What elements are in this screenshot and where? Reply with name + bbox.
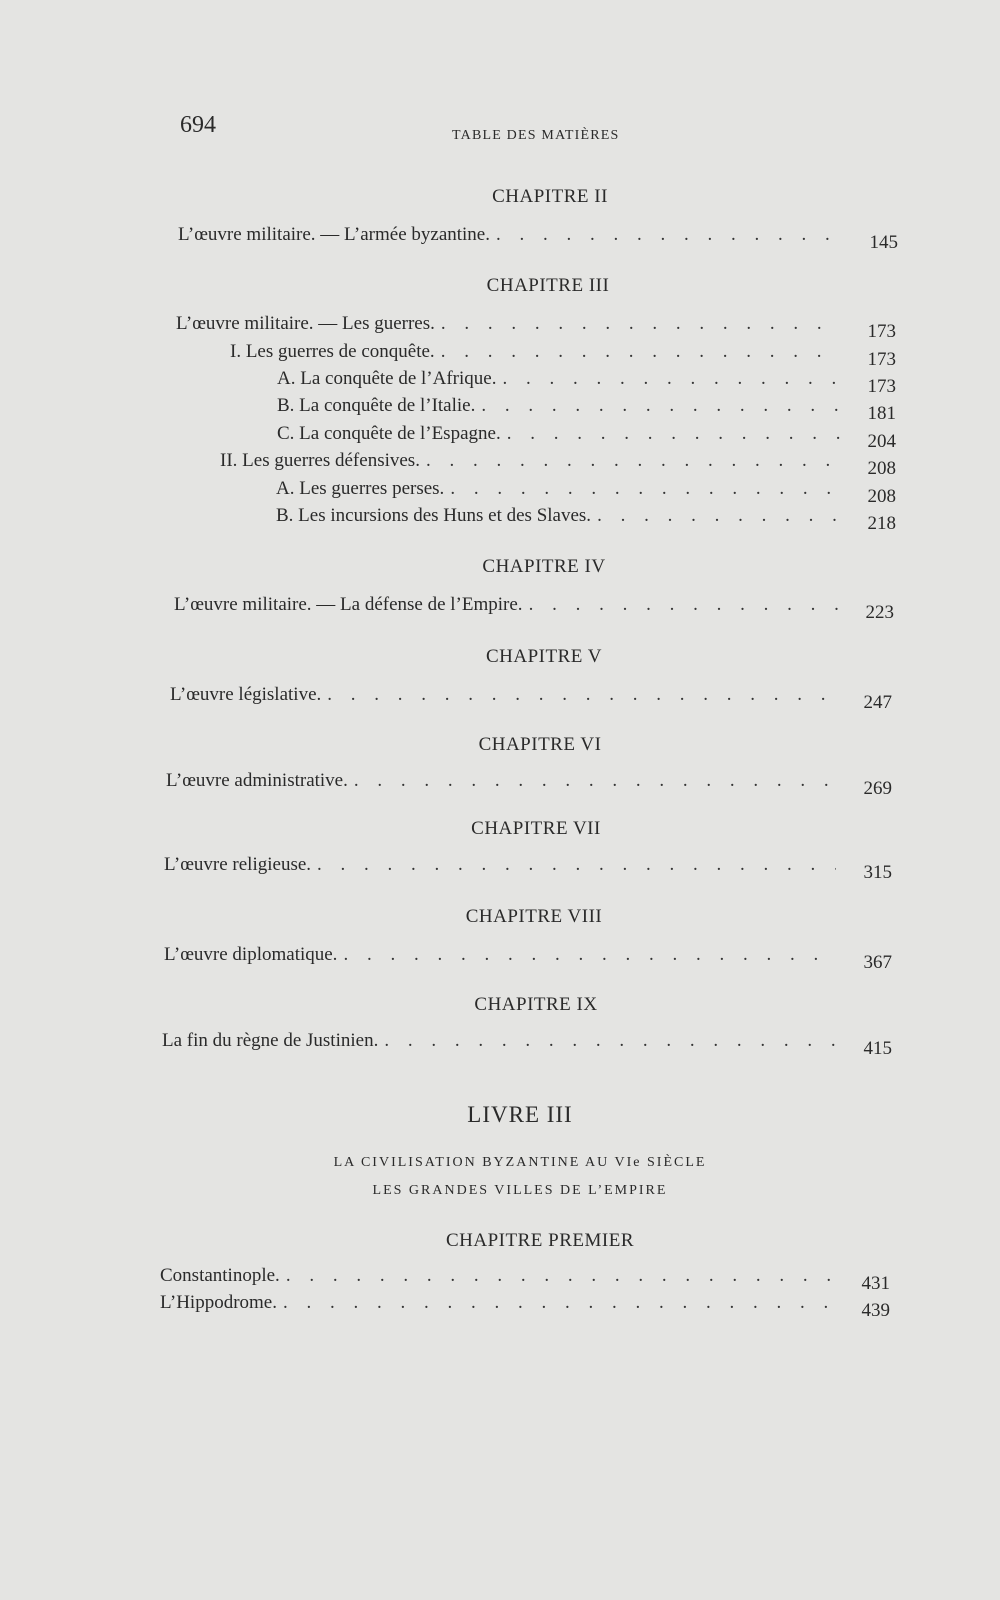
chapter-heading: CHAPITRE IX (474, 994, 598, 1015)
entry-label: L’œuvre militaire. — Les guerres. (176, 313, 435, 334)
entry-page: 439 (861, 1300, 890, 1321)
toc-entry[interactable] (178, 224, 898, 253)
entry-page: 208 (867, 458, 896, 479)
toc-entry[interactable] (230, 341, 896, 370)
entry-page: 415 (863, 1038, 892, 1059)
entry-page: 173 (867, 349, 896, 370)
toc-entry[interactable] (160, 1292, 890, 1321)
dot-leader (597, 505, 840, 527)
chapter-heading: CHAPITRE VI (478, 734, 602, 755)
dot-leader (426, 450, 840, 472)
dot-leader (354, 770, 836, 792)
entry-page: 145 (869, 232, 898, 253)
entry-page: 269 (863, 778, 892, 799)
toc-entry[interactable] (277, 368, 896, 397)
dot-leader (496, 224, 842, 246)
entry-label: L’œuvre militaire. — La défense de l’Empire. (174, 594, 523, 615)
entry-page: 431 (861, 1273, 890, 1294)
dot-leader (384, 1030, 836, 1052)
entry-page: 367 (863, 952, 892, 973)
toc-entry[interactable] (220, 450, 896, 479)
toc-entry[interactable] (277, 395, 896, 424)
entry-page: 181 (867, 403, 896, 424)
toc-entry[interactable] (166, 770, 892, 799)
book-title: LIVRE III (467, 1102, 573, 1127)
dot-leader (441, 313, 840, 335)
entry-page: 247 (863, 692, 892, 713)
entry-page: 173 (867, 376, 896, 397)
page-header (180, 112, 880, 152)
chapter-heading: CHAPITRE V (485, 646, 603, 667)
entry-label: B. La conquête de l’Italie. (277, 395, 476, 416)
entry-page: 208 (867, 486, 896, 507)
dot-leader (529, 594, 838, 616)
running-title: TABLE DES MATIÈRES (452, 128, 620, 143)
chapter-heading: CHAPITRE III (486, 275, 610, 296)
toc-entry[interactable] (174, 594, 894, 623)
entry-label: L’œuvre religieuse. (164, 854, 312, 875)
book-subtitle: LES GRANDES VILLES DE L’EMPIRE (372, 1183, 668, 1198)
toc-entry[interactable] (276, 505, 896, 534)
entry-label: B. Les incursions des Huns et des Slaves. (276, 505, 592, 526)
chapter-heading: CHAPITRE VII (471, 818, 601, 839)
page-number: 694 (180, 112, 216, 138)
entry-page: 204 (867, 431, 896, 452)
entry-label: I. Les guerres de conquête. (230, 341, 435, 362)
toc-entry[interactable] (162, 1030, 892, 1059)
dot-leader (507, 423, 840, 445)
toc-entry[interactable] (164, 944, 892, 973)
entry-label: L’œuvre diplomatique. (164, 944, 338, 965)
entry-label: A. La conquête de l’Afrique. (277, 368, 497, 389)
entry-label: La fin du règne de Justinien. (162, 1030, 379, 1051)
entry-label: A. Les guerres perses. (276, 478, 445, 499)
toc-entry[interactable] (277, 423, 896, 452)
entry-page: 223 (865, 602, 894, 623)
dot-leader (450, 478, 840, 500)
dot-leader (317, 854, 836, 876)
dot-leader (343, 944, 836, 966)
dot-leader (502, 368, 840, 390)
entry-label: II. Les guerres défensives. (220, 450, 420, 471)
dot-leader (286, 1265, 834, 1287)
entry-label: L’œuvre législative. (170, 684, 322, 705)
chapter-heading: CHAPITRE PREMIER (446, 1230, 634, 1251)
entry-label: L’œuvre militaire. — L’armée byzantine. (178, 224, 490, 245)
toc-entry[interactable] (160, 1265, 890, 1294)
dot-leader (283, 1292, 834, 1314)
book-subtitle: LA CIVILISATION BYZANTINE AU VIe SIÈCLE (333, 1155, 707, 1170)
toc-entry[interactable] (170, 684, 892, 713)
entry-label: C. La conquête de l’Espagne. (277, 423, 501, 444)
dot-leader (327, 684, 836, 706)
toc-entry[interactable] (276, 478, 896, 507)
dot-leader (481, 395, 840, 417)
toc-entry[interactable] (164, 854, 892, 883)
entry-label: Constantinople. (160, 1265, 280, 1286)
entry-page: 315 (863, 862, 892, 883)
chapter-heading: CHAPITRE II (492, 186, 608, 207)
chapter-heading: CHAPITRE VIII (465, 906, 603, 927)
toc-entry[interactable] (176, 313, 896, 342)
entry-page: 173 (867, 321, 896, 342)
chapter-heading: CHAPITRE IV (482, 556, 606, 577)
entry-page: 218 (867, 513, 896, 534)
dot-leader (441, 341, 840, 363)
entry-label: L’Hippodrome. (160, 1292, 277, 1313)
entry-label: L’œuvre administrative. (166, 770, 348, 791)
